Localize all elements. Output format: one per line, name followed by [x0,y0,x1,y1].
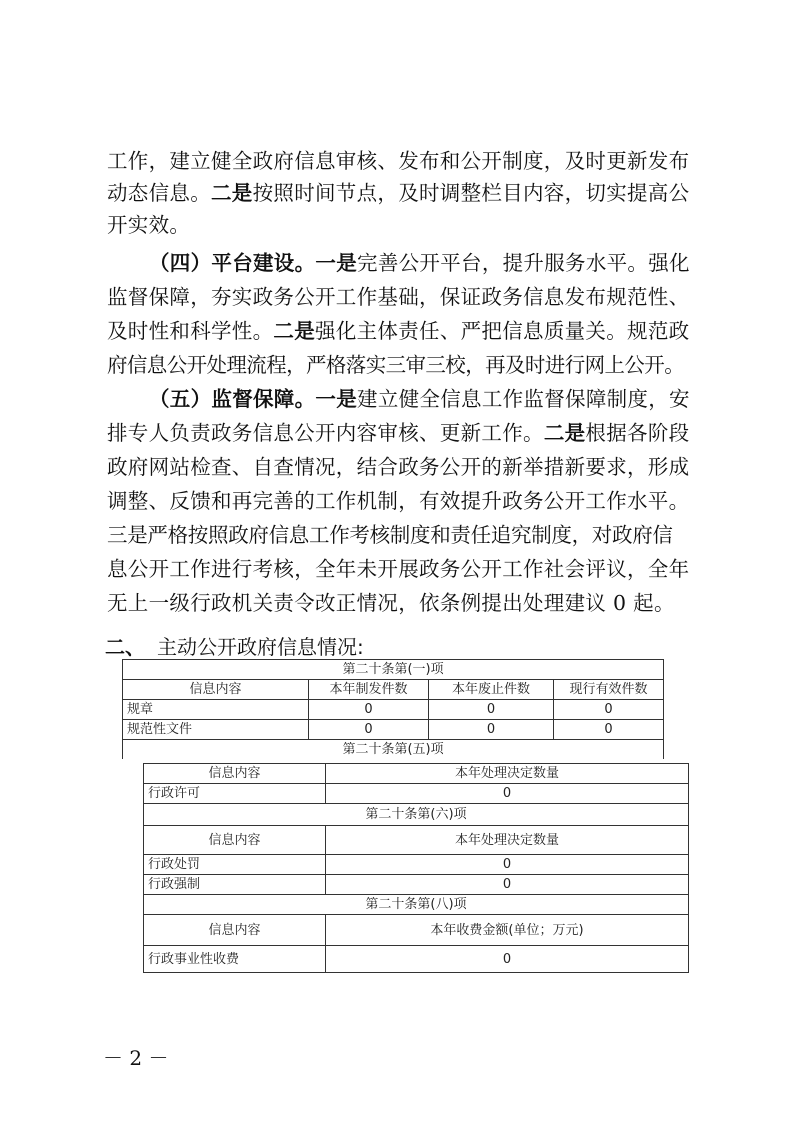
table-cell: 0 [309,720,429,740]
column-header: 本年收费金额(单位；万元) [326,915,689,946]
column-header: 本年处理决定数量 [326,826,689,855]
paragraph-line: 三是严格按照政府信息工作考核制度和责任追究制度，对政府信 [107,523,673,547]
table-cell: 0 [429,700,554,720]
table-cell: 0 [554,700,664,720]
column-header: 本年废止件数 [429,680,554,700]
paragraph-line: 政府网站检查、自查情况，结合政务公开的新举措新要求，形成 [107,455,690,479]
text-run: 强化主体责任、严把信息质量关。规范政 [315,319,690,343]
table-caption-row [144,804,689,826]
paragraph-line: 工作，建立健全政府信息审核、发布和公开制度，及时更新发布 [107,149,690,173]
bold-run: 二是 [211,181,253,205]
text-run: 建立健全信息工作监督保障制度，安 [357,387,690,411]
table-row [144,875,689,895]
table-cell: 0 [326,784,689,804]
paragraph-line: 无上一级行政机关责令改正情况，依条例提出处理建议 0 起。 [107,591,675,615]
text-run: 按照时间节点，及时调整栏目内容，切实提高公 [252,181,690,205]
paragraph-line [107,178,690,208]
table-cell: 行政强制 [144,875,326,895]
column-header: 信息内容 [144,764,326,784]
table-caption: 第二十条第(一)项 [123,660,664,680]
table-article-20-5-6-8 [143,763,689,973]
paragraph-line: 开实效。 [107,213,191,237]
column-header: 信息内容 [144,826,326,855]
table-cell: 0 [326,855,689,875]
table-row [123,700,664,720]
table-cell: 行政许可 [144,784,326,804]
table-header-row [144,915,689,946]
table-row [123,720,664,740]
column-header: 本年制发件数 [309,680,429,700]
table-caption-row [123,660,664,680]
bold-run: 一是 [315,251,358,275]
paragraph-line: 府信息公开处理流程，严格落实三审三校，再及时进行网上公开。 [107,353,685,377]
section-number: 二、 [105,635,145,659]
paragraph-line [149,248,729,278]
table-cell: 0 [309,700,429,720]
table-cell: 0 [326,875,689,895]
column-header: 本年处理决定数量 [326,764,689,784]
table-cell: 0 [429,720,554,740]
heading-run: （四）平台建设。 [149,251,316,275]
table-caption: 第二十条第(五)项 [123,740,664,760]
table-caption-row [123,740,664,760]
table-cell: 0 [326,946,689,973]
table-cell: 0 [554,720,664,740]
table-row [144,946,689,973]
paragraph-line [107,316,690,346]
table-caption: 第二十条第(六)项 [144,804,689,826]
table-header-row [123,680,664,700]
section-title: 主动公开政府信息情况: [157,635,364,659]
table-caption-row [144,895,689,915]
text-run: 动态信息。 [107,181,211,205]
paragraph-line [107,418,690,448]
text-run: 及时性和科学性。 [107,319,274,343]
paragraph-line: 监督保障，夯实政务公开工作基础，保证政务信息发布规范性、 [107,285,690,309]
paragraph-line: 调整、反馈和再完善的工作机制，有效提升政务公开工作水平。 [107,489,690,513]
table-cell: 规章 [123,700,309,720]
heading-run: （五）监督保障。 [149,387,316,411]
bold-run: 二是 [273,319,316,343]
paragraph-line: 息公开工作进行考核，全年未开展政务公开工作社会评议，全年 [107,557,690,581]
table-header-row [144,826,689,855]
text-run: 排专人负责政务信息公开内容审核、更新工作。 [107,421,544,445]
bold-run: 二是 [543,421,586,445]
table-cell: 行政事业性收费 [144,946,326,973]
text-run: 根据各阶段 [585,421,690,445]
bold-run: 一是 [315,387,358,411]
column-header: 信息内容 [123,680,309,700]
section-heading [105,633,364,661]
page-number: － 2 － [103,1046,169,1070]
table-caption: 第二十条第(八)项 [144,895,689,915]
table-cell: 规范性文件 [123,720,309,740]
table-header-row [144,764,689,784]
paragraph-line [149,384,729,414]
column-header: 现行有效件数 [554,680,664,700]
table-cell: 行政处罚 [144,855,326,875]
table-row [144,784,689,804]
text-run: 完善公开平台，提升服务水平。强化 [357,251,690,275]
table-article-20-1 [122,659,664,759]
table-row [144,855,689,875]
column-header: 信息内容 [144,915,326,946]
